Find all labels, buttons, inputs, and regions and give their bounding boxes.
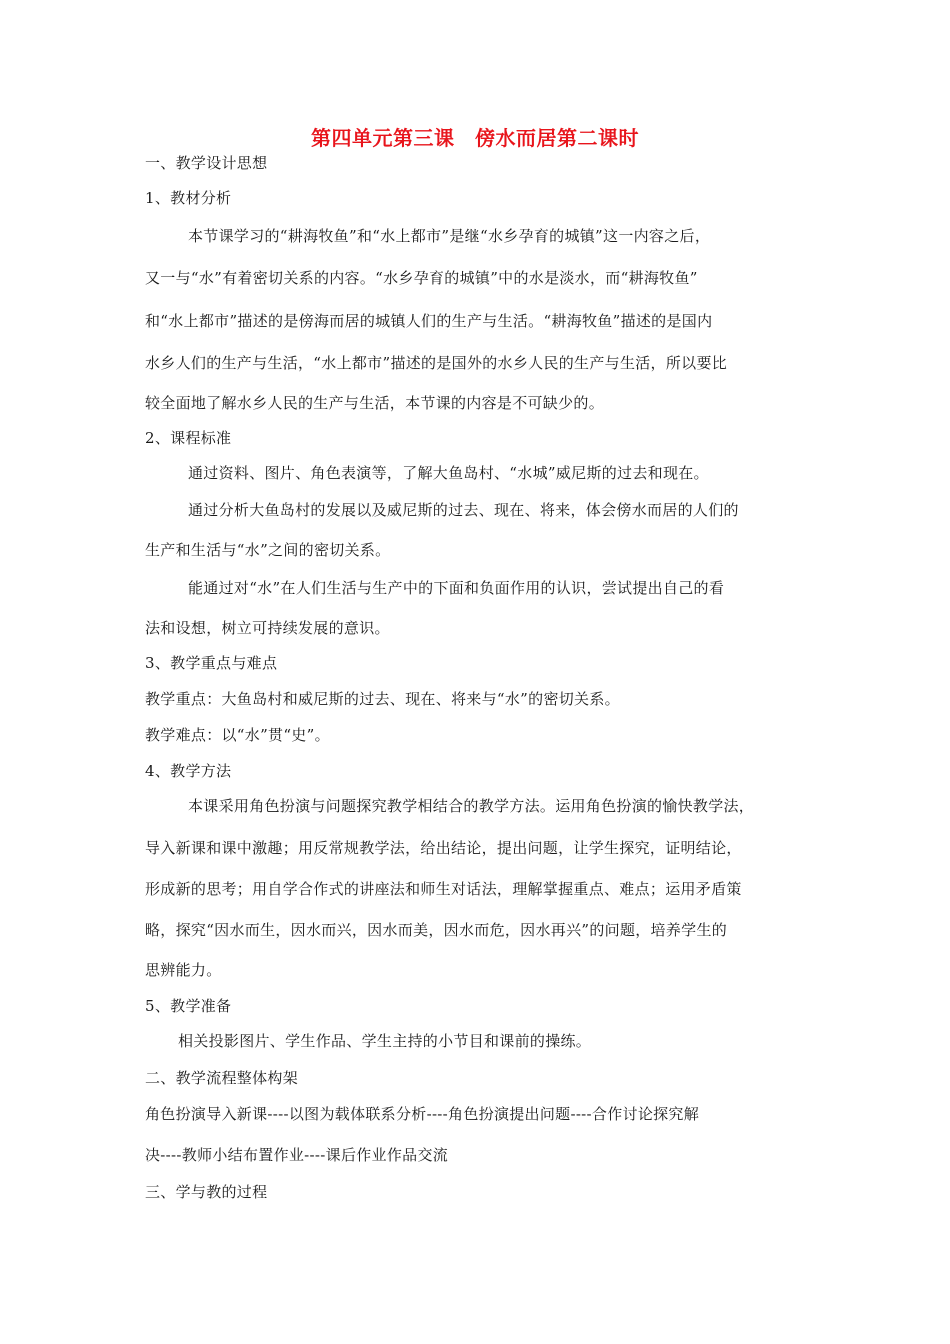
paragraph-line: 本节课学习的“耕海牧鱼”和“水上都市”是继“水乡孕育的城镇”这一内容之后， <box>188 227 711 245</box>
paragraph-line: 法和设想，树立可持续发展的意识。 <box>145 619 390 637</box>
paragraph-line: 思辨能力。 <box>145 961 222 979</box>
paragraph-line: 略，探究“因水而生，因水而兴，因水而美，因水而危，因水再兴”的问题，培养学生的 <box>145 921 728 939</box>
document-title: 第四单元第三课 傍水而居第二课时 <box>311 126 639 150</box>
subsection-heading: 4、教学方法 <box>145 762 232 780</box>
paragraph-line: 形成新的思考；用自学合作式的讲座法和师生对话法，理解掌握重点、难点；运用矛盾策 <box>145 880 742 898</box>
paragraph-line: 角色扮演导入新课----以图为载体联系分析----角色扮演提出问题----合作讨论探究解 <box>145 1105 700 1123</box>
paragraph-line: 通过资料、图片、角色表演等，了解大鱼岛村、“水城”威尼斯的过去和现在。 <box>188 464 709 482</box>
paragraph-line: 又一与“水”有着密切关系的内容。“水乡孕育的城镇”中的水是淡水，而“耕海牧鱼” <box>145 269 698 287</box>
paragraph-line: 本课采用角色扮演与问题探究教学相结合的教学方法。运用角色扮演的愉快教学法， <box>188 797 755 815</box>
paragraph-line: 水乡人们的生产与生活，“水上都市”描述的是国外的水乡人民的生产与生活，所以要比 <box>145 354 728 372</box>
section-heading: 一、教学设计思想 <box>145 154 268 172</box>
paragraph-line: 和“水上都市”描述的是傍海而居的城镇人们的生产与生活。“耕海牧鱼”描述的是国内 <box>145 312 713 330</box>
subsection-heading: 3、教学重点与难点 <box>145 654 278 672</box>
section-heading: 二、教学流程整体构架 <box>145 1069 299 1087</box>
paragraph-line: 通过分析大鱼岛村的发展以及威尼斯的过去、现在、将来，体会傍水而居的人们的 <box>188 501 739 519</box>
paragraph-line: 较全面地了解水乡人民的生产与生活，本节课的内容是不可缺少的。 <box>145 394 605 412</box>
paragraph-line: 决----教师小结布置作业----课后作业作品交流 <box>145 1146 449 1164</box>
section-heading: 三、学与教的过程 <box>145 1183 268 1201</box>
paragraph-line: 生产和生活与“水”之间的密切关系。 <box>145 541 391 559</box>
subsection-heading: 5、教学准备 <box>145 997 232 1015</box>
paragraph-line: 教学重点：大鱼岛村和威尼斯的过去、现在、将来与“水”的密切关系。 <box>145 690 620 708</box>
paragraph-line: 教学难点：以“水”贯“史”。 <box>145 726 330 744</box>
subsection-heading: 1、教材分析 <box>145 189 232 207</box>
paragraph-line: 相关投影图片、学生作品、学生主持的小节目和课前的操练。 <box>178 1032 592 1050</box>
subsection-heading: 2、课程标准 <box>145 429 232 447</box>
paragraph-line: 能通过对“水”在人们生活与生产中的下面和负面作用的认识，尝试提出自己的看 <box>188 579 725 597</box>
paragraph-line: 导入新课和课中激趣；用反常规教学法，给出结论，提出问题，让学生探究，证明结论， <box>145 839 742 857</box>
